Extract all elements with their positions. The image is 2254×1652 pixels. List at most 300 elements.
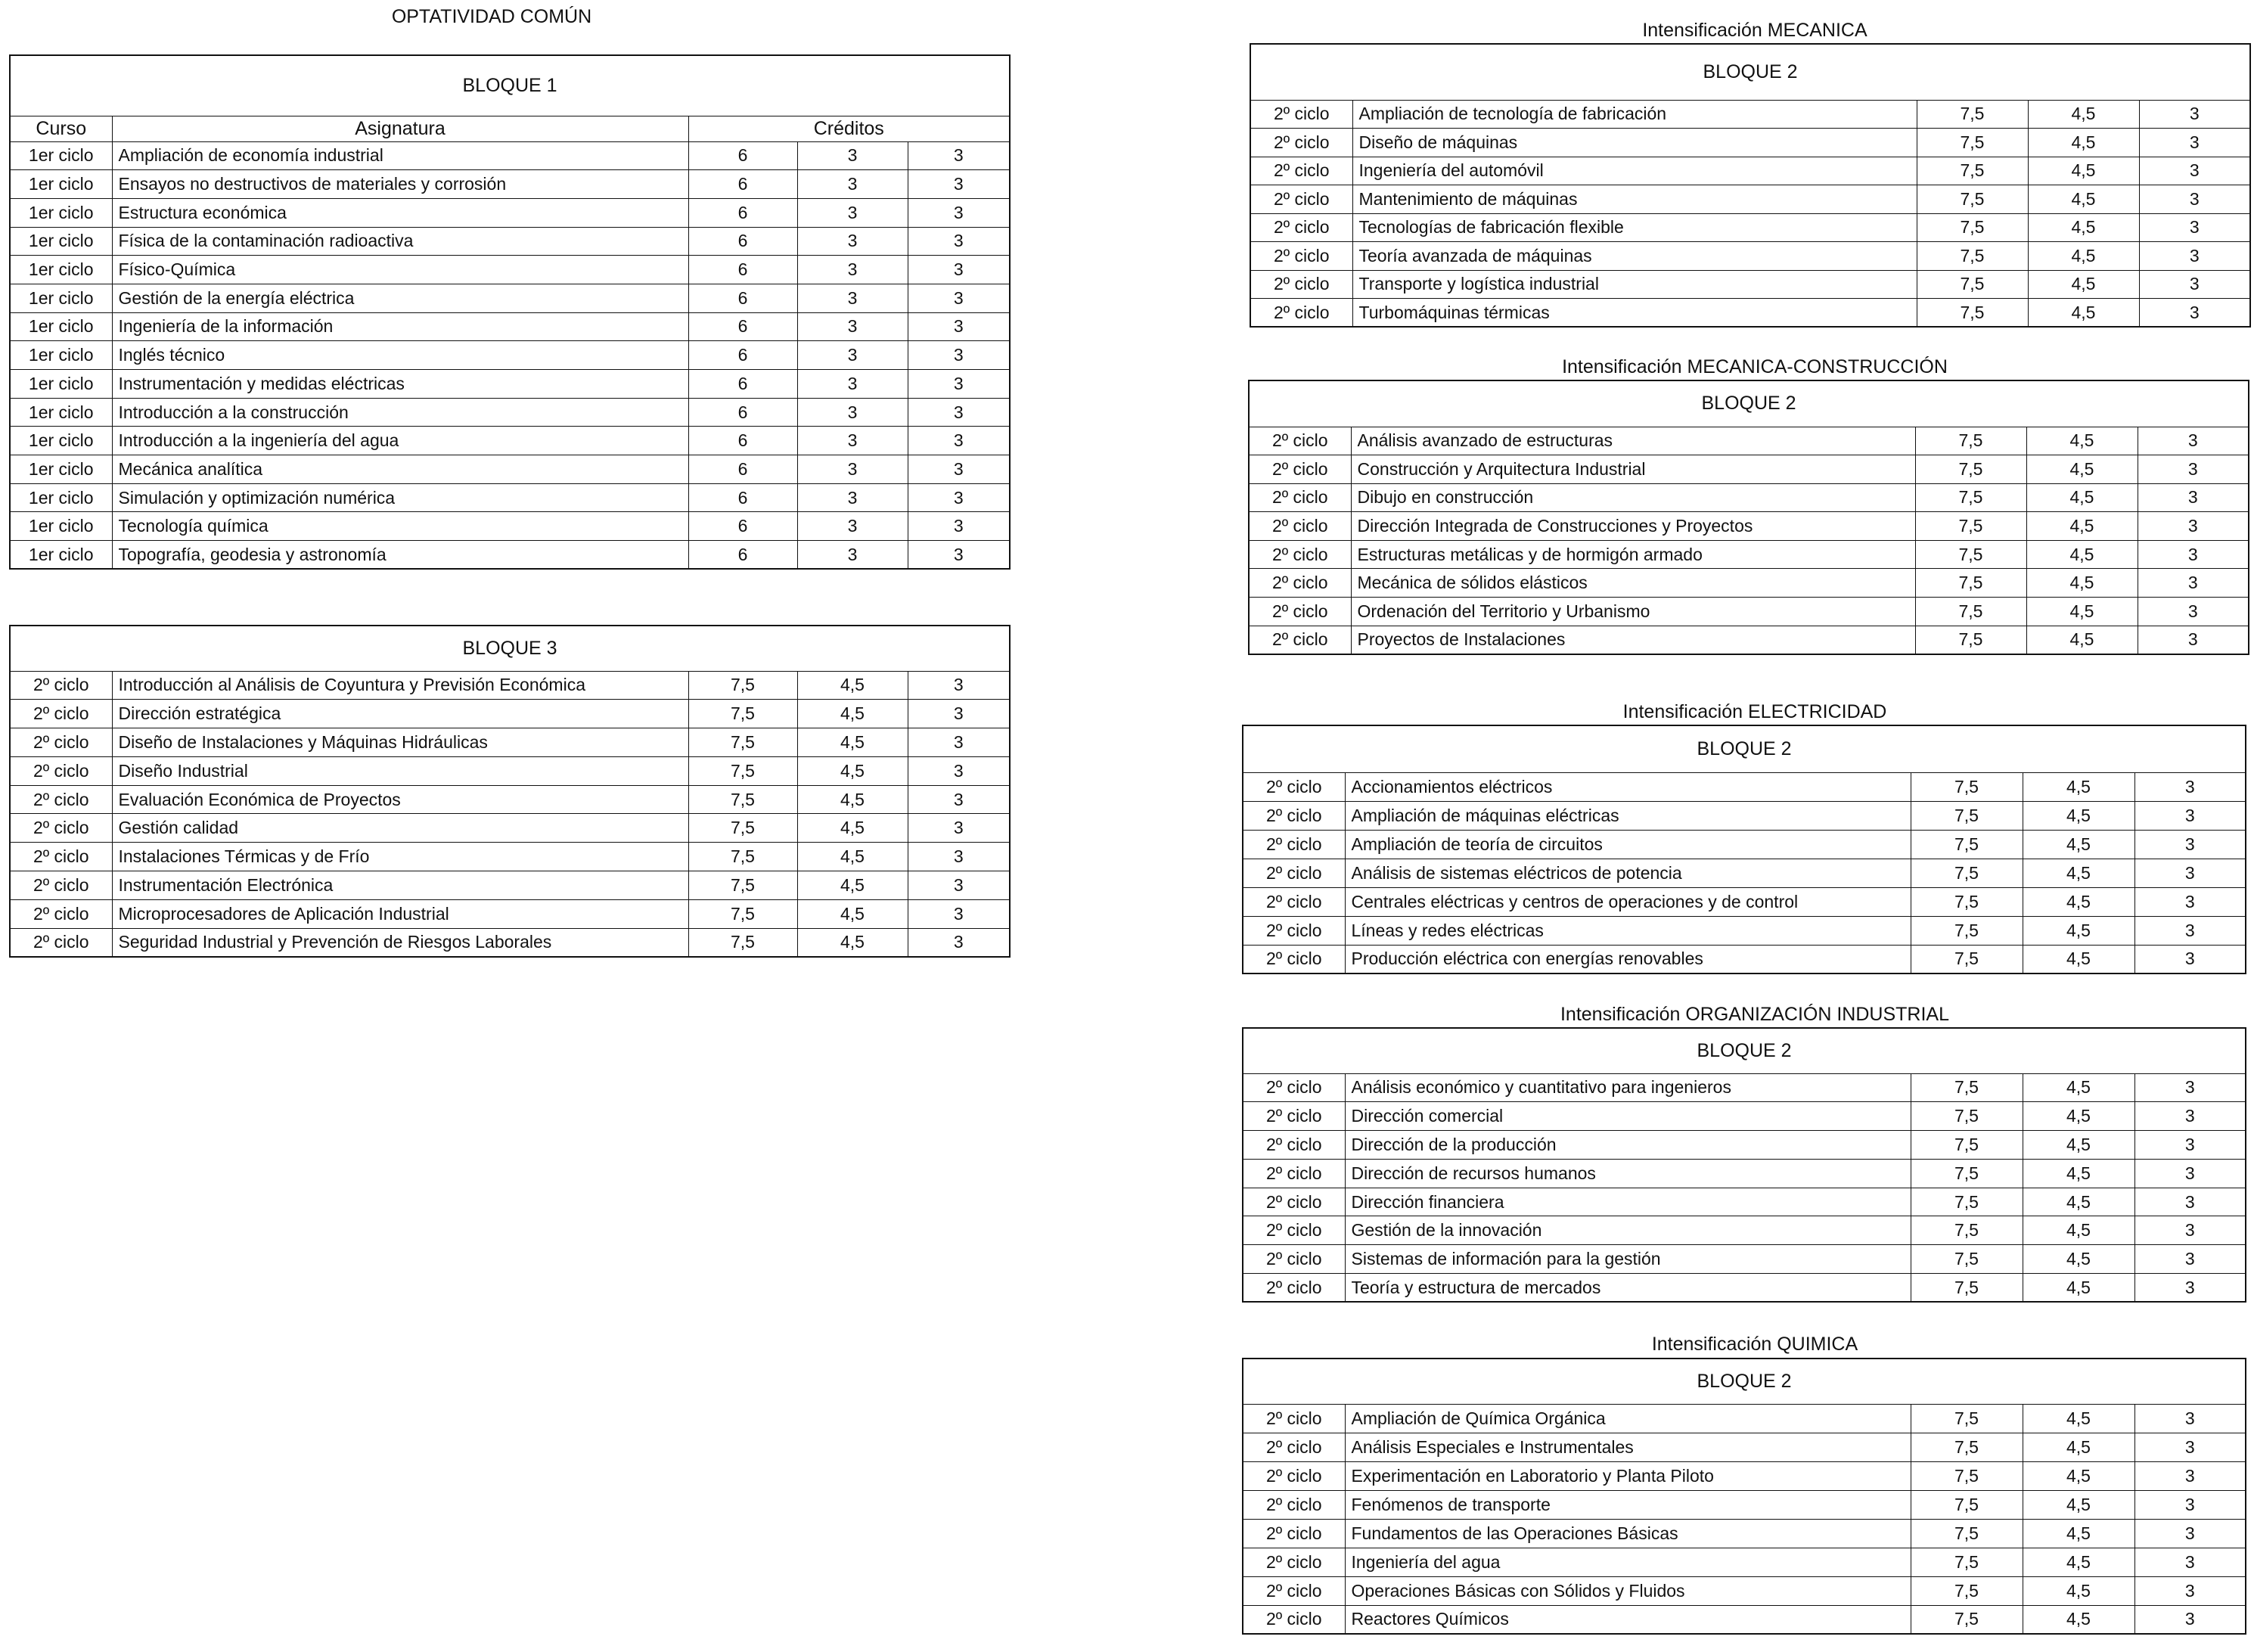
table-row <box>10 398 1010 427</box>
creditos-teoricos-cell: 3 <box>797 398 908 427</box>
table-row <box>1250 157 2250 185</box>
asignatura-cell: Estructuras metálicas y de hormigón armado <box>1351 540 1915 569</box>
creditos-teoricos-cell: 4,5 <box>797 843 908 871</box>
asignatura-cell: Dibujo en construcción <box>1351 483 1915 512</box>
creditos-teoricos-cell: 4,5 <box>797 756 908 785</box>
ciclo-cell: 2º ciclo <box>1250 185 1352 214</box>
creditos-practicos-cell: 3 <box>908 756 1010 785</box>
table-row <box>1243 1159 2246 1188</box>
asignatura-cell: Dirección estratégica <box>112 700 688 728</box>
ciclo-cell: 2º ciclo <box>1250 100 1352 129</box>
creditos-practicos-cell: 3 <box>2134 1605 2246 1634</box>
creditos-teoricos-cell: 3 <box>797 312 908 341</box>
ciclo-cell: 2º ciclo <box>10 785 112 814</box>
asignatura-cell: Teoría avanzada de máquinas <box>1352 242 1917 271</box>
table-row <box>1249 483 2249 512</box>
creditos-total-cell: 7,5 <box>1911 1548 2023 1576</box>
creditos-total-cell: 7,5 <box>1911 1404 2023 1433</box>
ciclo-cell: 2º ciclo <box>1243 1461 1345 1490</box>
ciclo-cell: 2º ciclo <box>1243 1159 1345 1188</box>
creditos-total-cell: 7,5 <box>1915 512 2026 541</box>
table-row <box>1243 1548 2246 1576</box>
creditos-teoricos-cell: 3 <box>797 341 908 370</box>
ciclo-cell: 2º ciclo <box>1243 1102 1345 1131</box>
ciclo-cell: 2º ciclo <box>1243 1576 1345 1605</box>
asignatura-cell: Construcción y Arquitectura Industrial <box>1351 455 1915 484</box>
table-row <box>1250 213 2250 242</box>
asignatura-cell: Reactores Químicos <box>1345 1605 1911 1634</box>
creditos-total-cell: 6 <box>688 398 797 427</box>
creditos-total-cell: 7,5 <box>1911 1216 2023 1245</box>
creditos-practicos-cell: 3 <box>2134 1274 2246 1303</box>
creditos-practicos-cell: 3 <box>2138 598 2249 626</box>
table-row <box>1243 1102 2246 1131</box>
table-row <box>10 483 1010 512</box>
creditos-teoricos-cell: 4,5 <box>2026 569 2138 598</box>
ciclo-cell: 1er ciclo <box>10 370 112 399</box>
creditos-total-cell: 6 <box>688 312 797 341</box>
intensificacion-electricidad-title: Intensificación ELECTRICIDAD <box>1622 701 1887 722</box>
asignatura-cell: Proyectos de Instalaciones <box>1351 626 1915 654</box>
creditos-practicos-cell: 3 <box>2134 1461 2246 1490</box>
creditos-practicos-cell: 3 <box>2139 129 2250 157</box>
creditos-practicos-cell: 3 <box>908 455 1010 484</box>
creditos-total-cell: 7,5 <box>1915 626 2026 654</box>
asignatura-cell: Análisis avanzado de estructuras <box>1351 427 1915 455</box>
asignatura-cell: Operaciones Básicas con Sólidos y Fluidos <box>1345 1576 1911 1605</box>
table-row <box>10 312 1010 341</box>
creditos-teoricos-cell: 4,5 <box>2028 299 2139 328</box>
asignatura-cell: Tecnología química <box>112 512 688 541</box>
ciclo-cell: 2º ciclo <box>1243 1548 1345 1576</box>
creditos-teoricos-cell: 4,5 <box>2026 598 2138 626</box>
creditos-total-cell: 7,5 <box>1917 185 2028 214</box>
table-row <box>1243 1433 2246 1461</box>
creditos-teoricos-cell: 3 <box>797 512 908 541</box>
creditos-teoricos-cell: 4,5 <box>2026 540 2138 569</box>
ciclo-cell: 2º ciclo <box>1249 569 1351 598</box>
creditos-total-cell: 7,5 <box>1911 1576 2023 1605</box>
asignatura-cell: Análisis económico y cuantitativo para ingenieros <box>1345 1073 1911 1102</box>
creditos-total-cell: 7,5 <box>1911 1605 2023 1634</box>
creditos-total-cell: 7,5 <box>1911 1102 2023 1131</box>
ciclo-cell: 1er ciclo <box>10 141 112 170</box>
intensificacion-mecanica-construccion-title: Intensificación MECANICA-CONSTRUCCIÓN <box>1562 356 1948 377</box>
creditos-total-cell: 7,5 <box>1911 830 2023 859</box>
table-row <box>1250 185 2250 214</box>
creditos-practicos-cell: 3 <box>2139 213 2250 242</box>
creditos-total-cell: 7,5 <box>1911 1519 2023 1548</box>
creditos-teoricos-cell: 4,5 <box>797 728 908 757</box>
ciclo-cell: 2º ciclo <box>1243 1433 1345 1461</box>
creditos-practicos-cell: 3 <box>2134 859 2246 887</box>
creditos-practicos-cell: 3 <box>2134 1245 2246 1274</box>
ciclo-cell: 1er ciclo <box>10 170 112 199</box>
asignatura-cell: Mecánica de sólidos elásticos <box>1351 569 1915 598</box>
creditos-practicos-cell: 3 <box>2139 185 2250 214</box>
asignatura-cell: Teoría y estructura de mercados <box>1345 1274 1911 1303</box>
table-row <box>10 671 1010 700</box>
ciclo-cell: 1er ciclo <box>10 398 112 427</box>
creditos-practicos-cell: 3 <box>908 700 1010 728</box>
asignatura-cell: Introducción al Análisis de Coyuntura y Previsión Económica <box>112 671 688 700</box>
creditos-total-cell: 7,5 <box>688 785 797 814</box>
creditos-practicos-cell: 3 <box>2134 1216 2246 1245</box>
asignatura-cell: Líneas y redes eléctricas <box>1345 916 1911 945</box>
bloque-2-title: BLOQUE 2 <box>1243 725 2246 772</box>
ciclo-cell: 2º ciclo <box>1243 1490 1345 1519</box>
creditos-practicos-cell: 3 <box>2134 945 2246 974</box>
intensificacion-mecanica-table <box>1250 43 2251 328</box>
asignatura-cell: Física de la contaminación radioactiva <box>112 227 688 256</box>
creditos-teoricos-cell: 4,5 <box>2023 1548 2134 1576</box>
ciclo-cell: 1er ciclo <box>10 455 112 484</box>
creditos-practicos-cell: 3 <box>2134 1159 2246 1188</box>
table-row <box>10 427 1010 455</box>
creditos-teoricos-cell: 4,5 <box>2023 772 2134 801</box>
creditos-total-cell: 7,5 <box>688 928 797 957</box>
creditos-teoricos-cell: 4,5 <box>2026 455 2138 484</box>
creditos-total-cell: 7,5 <box>688 700 797 728</box>
table-row <box>10 341 1010 370</box>
creditos-teoricos-cell: 4,5 <box>797 871 908 900</box>
asignatura-cell: Mecánica analítica <box>112 455 688 484</box>
creditos-total-cell: 6 <box>688 512 797 541</box>
creditos-practicos-cell: 3 <box>908 370 1010 399</box>
creditos-teoricos-cell: 4,5 <box>2023 859 2134 887</box>
ciclo-cell: 2º ciclo <box>1249 598 1351 626</box>
table-row <box>1249 626 2249 654</box>
creditos-practicos-cell: 3 <box>2138 512 2249 541</box>
asignatura-cell: Diseño de máquinas <box>1352 129 1917 157</box>
ciclo-cell: 1er ciclo <box>10 198 112 227</box>
creditos-practicos-cell: 3 <box>2138 569 2249 598</box>
ciclo-cell: 2º ciclo <box>1250 129 1352 157</box>
creditos-total-cell: 7,5 <box>688 814 797 843</box>
creditos-total-cell: 6 <box>688 427 797 455</box>
bloque-3-title: BLOQUE 3 <box>10 626 1010 671</box>
asignatura-cell: Experimentación en Laboratorio y Planta Piloto <box>1345 1461 1911 1490</box>
table-row <box>10 170 1010 199</box>
ciclo-cell: 1er ciclo <box>10 483 112 512</box>
creditos-teoricos-cell: 4,5 <box>2028 100 2139 129</box>
intensificacion-quimica-table <box>1242 1358 2246 1635</box>
creditos-total-cell: 6 <box>688 256 797 284</box>
intensificacion-electricidad-table <box>1242 725 2246 974</box>
ciclo-cell: 2º ciclo <box>10 756 112 785</box>
asignatura-cell: Gestión calidad <box>112 814 688 843</box>
table-row <box>1250 129 2250 157</box>
creditos-practicos-cell: 3 <box>2134 801 2246 830</box>
creditos-total-cell: 7,5 <box>1915 569 2026 598</box>
asignatura-cell: Ingeniería de la información <box>112 312 688 341</box>
creditos-total-cell: 7,5 <box>1911 1433 2023 1461</box>
intensificacion-organizacion-industrial-title: Intensificación ORGANIZACIÓN INDUSTRIAL <box>1560 1004 1949 1025</box>
creditos-teoricos-cell: 3 <box>797 455 908 484</box>
table-row <box>1249 540 2249 569</box>
creditos-total-cell: 7,5 <box>1911 945 2023 974</box>
creditos-teoricos-cell: 3 <box>797 141 908 170</box>
table-row <box>10 141 1010 170</box>
creditos-total-cell: 7,5 <box>1911 1159 2023 1188</box>
creditos-total-cell: 7,5 <box>1911 1188 2023 1216</box>
creditos-total-cell: 6 <box>688 370 797 399</box>
table-row <box>1249 598 2249 626</box>
creditos-teoricos-cell: 4,5 <box>2028 270 2139 299</box>
ciclo-cell: 2º ciclo <box>1250 213 1352 242</box>
table-row <box>1250 242 2250 271</box>
creditos-total-cell: 6 <box>688 141 797 170</box>
creditos-teoricos-cell: 4,5 <box>2023 830 2134 859</box>
asignatura-cell: Ampliación de Química Orgánica <box>1345 1404 1911 1433</box>
creditos-teoricos-cell: 4,5 <box>2023 1073 2134 1102</box>
table-row <box>10 728 1010 757</box>
table-row <box>1243 1404 2246 1433</box>
creditos-teoricos-cell: 4,5 <box>2023 1131 2134 1160</box>
creditos-teoricos-cell: 3 <box>797 483 908 512</box>
creditos-teoricos-cell: 4,5 <box>2023 1519 2134 1548</box>
table-row <box>1243 1576 2246 1605</box>
ciclo-cell: 2º ciclo <box>1243 1274 1345 1303</box>
table-row <box>10 256 1010 284</box>
asignatura-cell: Diseño Industrial <box>112 756 688 785</box>
creditos-total-cell: 6 <box>688 170 797 199</box>
table-row <box>1243 1245 2246 1274</box>
ciclo-cell: 2º ciclo <box>10 843 112 871</box>
intensificacion-organizacion-industrial-table <box>1242 1027 2246 1303</box>
table-row <box>1243 945 2246 974</box>
creditos-teoricos-cell: 4,5 <box>2023 1490 2134 1519</box>
asignatura-cell: Dirección financiera <box>1345 1188 1911 1216</box>
creditos-teoricos-cell: 4,5 <box>2023 1274 2134 1303</box>
ciclo-cell: 2º ciclo <box>1250 242 1352 271</box>
asignatura-cell: Ampliación de máquinas eléctricas <box>1345 801 1911 830</box>
creditos-total-cell: 7,5 <box>1917 157 2028 185</box>
creditos-total-cell: 6 <box>688 541 797 570</box>
ciclo-cell: 1er ciclo <box>10 541 112 570</box>
ciclo-cell: 2º ciclo <box>1243 1605 1345 1634</box>
asignatura-cell: Ampliación de economía industrial <box>112 141 688 170</box>
creditos-practicos-cell: 3 <box>2134 1490 2246 1519</box>
asignatura-cell: Transporte y logística industrial <box>1352 270 1917 299</box>
ciclo-cell: 2º ciclo <box>1243 945 1345 974</box>
asignatura-cell: Gestión de la energía eléctrica <box>112 284 688 312</box>
creditos-practicos-cell: 3 <box>2134 772 2246 801</box>
ciclo-cell: 2º ciclo <box>1243 830 1345 859</box>
creditos-total-cell: 7,5 <box>1911 916 2023 945</box>
table-row <box>1243 801 2246 830</box>
asignatura-cell: Centrales eléctricas y centros de operaciones y de control <box>1345 887 1911 916</box>
table-row <box>10 756 1010 785</box>
creditos-teoricos-cell: 4,5 <box>2023 1404 2134 1433</box>
asignatura-cell: Ampliación de teoría de circuitos <box>1345 830 1911 859</box>
creditos-total-cell: 7,5 <box>1911 1245 2023 1274</box>
creditos-teoricos-cell: 4,5 <box>2026 483 2138 512</box>
creditos-practicos-cell: 3 <box>908 341 1010 370</box>
creditos-teoricos-cell: 4,5 <box>2026 512 2138 541</box>
creditos-total-cell: 6 <box>688 341 797 370</box>
ciclo-cell: 2º ciclo <box>10 928 112 957</box>
creditos-practicos-cell: 3 <box>2134 1548 2246 1576</box>
creditos-practicos-cell: 3 <box>2138 540 2249 569</box>
table-row <box>1243 772 2246 801</box>
asignatura-cell: Evaluación Económica de Proyectos <box>112 785 688 814</box>
intensificacion-quimica-title: Intensificación QUIMICA <box>1651 1334 1858 1355</box>
creditos-practicos-cell: 3 <box>2134 1073 2246 1102</box>
creditos-practicos-cell: 3 <box>908 198 1010 227</box>
ciclo-cell: 2º ciclo <box>1250 299 1352 328</box>
creditos-total-cell: 7,5 <box>688 871 797 900</box>
asignatura-cell: Ingeniería del automóvil <box>1352 157 1917 185</box>
table-row <box>1243 1216 2246 1245</box>
ciclo-cell: 2º ciclo <box>10 899 112 928</box>
creditos-practicos-cell: 3 <box>2138 483 2249 512</box>
creditos-total-cell: 7,5 <box>688 899 797 928</box>
table-row <box>1249 455 2249 484</box>
asignatura-cell: Sistemas de información para la gestión <box>1345 1245 1911 1274</box>
asignatura-cell: Instalaciones Térmicas y de Frío <box>112 843 688 871</box>
creditos-practicos-cell: 3 <box>2139 242 2250 271</box>
table-row <box>10 284 1010 312</box>
table-row <box>1249 512 2249 541</box>
creditos-practicos-cell: 3 <box>2134 1188 2246 1216</box>
creditos-teoricos-cell: 4,5 <box>2023 1102 2134 1131</box>
asignatura-cell: Tecnologías de fabricación flexible <box>1352 213 1917 242</box>
creditos-practicos-cell: 3 <box>2134 1433 2246 1461</box>
creditos-practicos-cell: 3 <box>2134 1131 2246 1160</box>
creditos-practicos-cell: 3 <box>908 483 1010 512</box>
table-row <box>10 814 1010 843</box>
creditos-practicos-cell: 3 <box>2139 270 2250 299</box>
creditos-practicos-cell: 3 <box>2138 626 2249 654</box>
asignatura-cell: Estructura económica <box>112 198 688 227</box>
asignatura-cell: Dirección de recursos humanos <box>1345 1159 1911 1188</box>
creditos-total-cell: 6 <box>688 483 797 512</box>
creditos-total-cell: 7,5 <box>1911 1274 2023 1303</box>
table-row <box>1249 427 2249 455</box>
ciclo-cell: 2º ciclo <box>10 671 112 700</box>
creditos-total-cell: 7,5 <box>1915 455 2026 484</box>
ciclo-cell: 1er ciclo <box>10 256 112 284</box>
creditos-teoricos-cell: 4,5 <box>2023 1245 2134 1274</box>
intensificacion-mecanica-construccion-table <box>1248 380 2249 655</box>
asignatura-cell: Ensayos no destructivos de materiales y corrosión <box>112 170 688 199</box>
creditos-teoricos-cell: 4,5 <box>2023 1433 2134 1461</box>
creditos-practicos-cell: 3 <box>2139 299 2250 328</box>
ciclo-cell: 2º ciclo <box>1243 859 1345 887</box>
intensificacion-mecanica-title: Intensificación MECANICA <box>1642 20 1867 41</box>
creditos-teoricos-cell: 3 <box>797 370 908 399</box>
ciclo-cell: 2º ciclo <box>10 871 112 900</box>
asignatura-header: Asignatura <box>112 116 688 141</box>
creditos-practicos-cell: 3 <box>908 512 1010 541</box>
creditos-teoricos-cell: 4,5 <box>2023 1159 2134 1188</box>
table-row <box>1243 1188 2246 1216</box>
ciclo-cell: 2º ciclo <box>1249 483 1351 512</box>
table-row <box>10 899 1010 928</box>
asignatura-cell: Inglés técnico <box>112 341 688 370</box>
creditos-practicos-cell: 3 <box>908 671 1010 700</box>
creditos-total-cell: 7,5 <box>1917 100 2028 129</box>
creditos-teoricos-cell: 3 <box>797 170 908 199</box>
table-row <box>1250 100 2250 129</box>
creditos-teoricos-cell: 4,5 <box>2023 945 2134 974</box>
creditos-total-cell: 7,5 <box>1911 1131 2023 1160</box>
creditos-teoricos-cell: 4,5 <box>797 928 908 957</box>
creditos-teoricos-cell: 4,5 <box>2023 801 2134 830</box>
creditos-teoricos-cell: 4,5 <box>2028 157 2139 185</box>
asignatura-cell: Topografía, geodesia y astronomía <box>112 541 688 570</box>
table-row <box>1243 1461 2246 1490</box>
creditos-teoricos-cell: 4,5 <box>2023 1605 2134 1634</box>
creditos-practicos-cell: 3 <box>2138 455 2249 484</box>
asignatura-cell: Diseño de Instalaciones y Máquinas Hidráulicas <box>112 728 688 757</box>
creditos-teoricos-cell: 4,5 <box>797 814 908 843</box>
ciclo-cell: 2º ciclo <box>10 728 112 757</box>
creditos-practicos-cell: 3 <box>2134 916 2246 945</box>
table-row <box>10 541 1010 570</box>
asignatura-cell: Dirección de la producción <box>1345 1131 1911 1160</box>
table-row <box>10 843 1010 871</box>
creditos-practicos-cell: 3 <box>2134 1519 2246 1548</box>
creditos-total-cell: 7,5 <box>1915 483 2026 512</box>
creditos-practicos-cell: 3 <box>908 256 1010 284</box>
creditos-practicos-cell: 3 <box>2138 427 2249 455</box>
creditos-total-cell: 6 <box>688 227 797 256</box>
ciclo-cell: 2º ciclo <box>1243 772 1345 801</box>
creditos-practicos-cell: 3 <box>2134 887 2246 916</box>
table-row <box>1243 887 2246 916</box>
ciclo-cell: 2º ciclo <box>1243 1188 1345 1216</box>
creditos-teoricos-cell: 4,5 <box>2023 916 2134 945</box>
creditos-total-cell: 7,5 <box>688 756 797 785</box>
creditos-total-cell: 6 <box>688 284 797 312</box>
bloque-1-table <box>9 54 1011 570</box>
asignatura-cell: Simulación y optimización numérica <box>112 483 688 512</box>
asignatura-cell: Ingeniería del agua <box>1345 1548 1911 1576</box>
creditos-total-cell: 7,5 <box>1917 270 2028 299</box>
asignatura-cell: Gestión de la innovación <box>1345 1216 1911 1245</box>
creditos-practicos-cell: 3 <box>908 871 1010 900</box>
creditos-teoricos-cell: 3 <box>797 198 908 227</box>
ciclo-cell: 2º ciclo <box>1243 1519 1345 1548</box>
creditos-total-cell: 7,5 <box>1915 540 2026 569</box>
creditos-teoricos-cell: 4,5 <box>2023 1188 2134 1216</box>
asignatura-cell: Introducción a la ingeniería del agua <box>112 427 688 455</box>
creditos-teoricos-cell: 4,5 <box>2028 242 2139 271</box>
ciclo-cell: 2º ciclo <box>1243 916 1345 945</box>
creditos-teoricos-cell: 3 <box>797 541 908 570</box>
ciclo-cell: 1er ciclo <box>10 227 112 256</box>
creditos-teoricos-cell: 4,5 <box>2023 1576 2134 1605</box>
creditos-practicos-cell: 3 <box>908 541 1010 570</box>
ciclo-cell: 2º ciclo <box>1249 540 1351 569</box>
creditos-teoricos-cell: 4,5 <box>797 700 908 728</box>
creditos-practicos-cell: 3 <box>2134 830 2246 859</box>
creditos-total-cell: 7,5 <box>1911 859 2023 887</box>
ciclo-cell: 1er ciclo <box>10 427 112 455</box>
asignatura-cell: Fenómenos de transporte <box>1345 1490 1911 1519</box>
asignatura-cell: Físico-Química <box>112 256 688 284</box>
table-row <box>10 370 1010 399</box>
optatividad-comun-title: OPTATIVIDAD COMÚN <box>391 6 592 27</box>
asignatura-cell: Ampliación de tecnología de fabricación <box>1352 100 1917 129</box>
creditos-total-cell: 6 <box>688 198 797 227</box>
table-row <box>10 198 1010 227</box>
table-row <box>1243 1274 2246 1303</box>
creditos-total-cell: 7,5 <box>1911 772 2023 801</box>
creditos-total-cell: 7,5 <box>1911 887 2023 916</box>
